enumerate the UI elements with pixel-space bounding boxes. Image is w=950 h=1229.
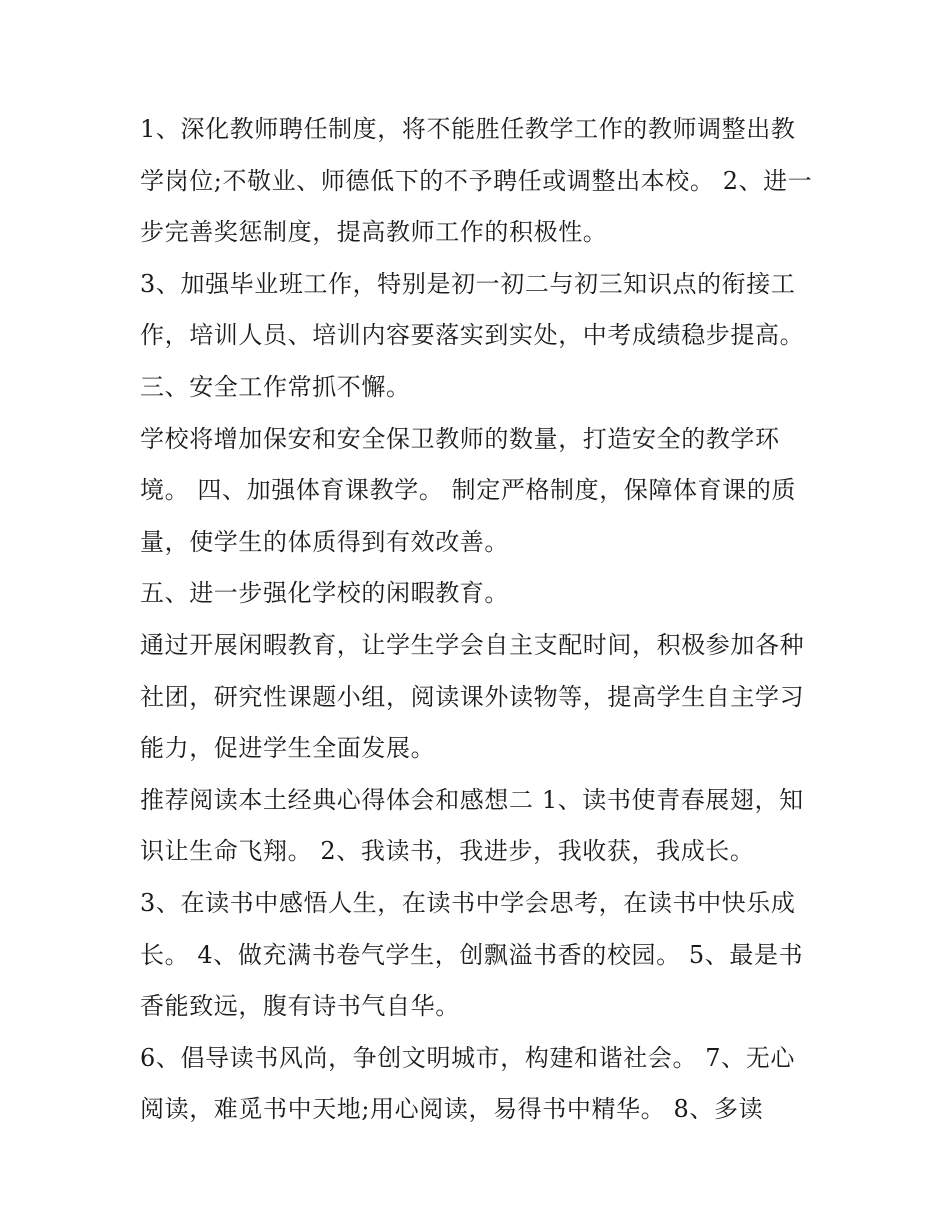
text-line: 量，使学生的体质得到有效改善。: [140, 527, 509, 556]
text-line: 长。 4、做充满书卷气学生，创飘溢书香的校园。 5、最是书: [140, 940, 804, 969]
text-line: 学校将增加保安和安全保卫教师的数量，打造安全的教学环: [140, 424, 780, 453]
document-body: [140, 104, 820, 1136]
text-line: 香能致远，腹有诗书气自华。: [140, 992, 460, 1021]
section-heading: 三、安全工作常抓不懈。: [140, 372, 411, 401]
text-line: 1、深化教师聘任制度，将不能胜任教学工作的教师调整出教: [140, 115, 796, 143]
text-line: 作，培训人员、培训内容要落实到实处，中考成绩稳步提高。: [140, 321, 805, 350]
text-line: 通过开展闲暇教育，让学生学会自主支配时间，积极参加各种: [140, 630, 805, 659]
text-line: 6、倡导读书风尚，争创文明城市，构建和谐社会。 7、无心: [140, 1043, 795, 1072]
text-line: 社团，研究性课题小组，阅读课外读物等，提高学生自主学习: [140, 682, 805, 711]
text-line: 3、在读书中感悟人生，在读书中学会思考，在读书中快乐成: [140, 888, 796, 917]
text-line: 步完善奖惩制度，提高教师工作的积极性。: [140, 218, 608, 247]
text-line: 境。 四、加强体育课教学。 制定严格制度，保障体育课的质: [140, 476, 797, 505]
text-line: 识让生命飞翔。 2、我读书，我进步，我收获，我成长。: [140, 837, 755, 866]
text-line: 学岗位;不敬业、师德低下的不予聘任或调整出本校。 2、进一: [140, 166, 813, 195]
text-line: 能力，促进学生全面发展。: [140, 734, 436, 763]
text-line: 推荐阅读本土经典心得体会和感想二 1、读书使青春展翅，知: [140, 785, 804, 814]
text-line: 阅读，难觅书中天地;用心阅读，易得书中精华。 8、多读: [140, 1095, 764, 1124]
text-line: 3、加强毕业班工作，特别是初一初二与初三知识点的衔接工: [140, 269, 796, 298]
section-heading: 五、进一步强化学校的闲暇教育。: [140, 579, 509, 608]
